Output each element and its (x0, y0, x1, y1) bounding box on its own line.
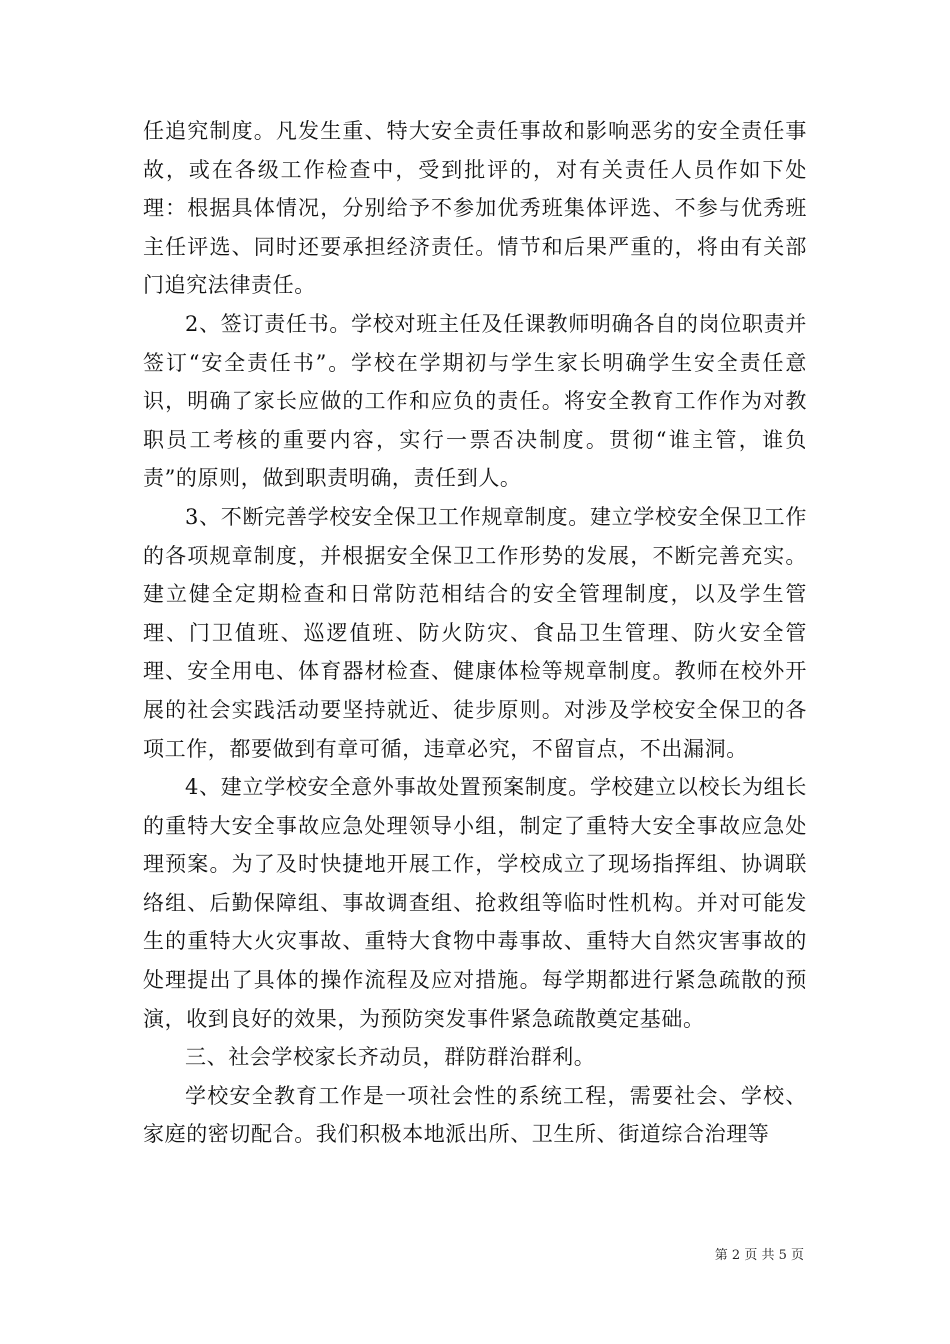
paragraph-security-rules: 3、不断完善学校安全保卫工作规章制度。建立学校安全保卫工作的各项规章制度，并根据安全保卫工作形势的发展，不断完善充实。建立健全定期检查和日常防范相结合的安全管理制度，以及学生管理、门卫值班、巡逻值班、防火防灾、食品卫生管理、防火安全管理、安全用电、体育器材检查、健康体检等规章制度。教师在校外开展的社会实践活动要坚持就近、徒步原则。对涉及学校安全保卫的各项工作，都要做到有章可循，违章必究，不留盲点，不出漏洞。 (143, 504, 807, 761)
paragraph-responsibility-letter: 2、签订责任书。学校对班主任及任课教师明确各自的岗位职责并签订“安全责任书”。学校在学期初与学生家长明确学生安全责任意识，明确了家长应做的工作和应负的责任。将安全教育工作作为对教职员工考核的重要内容，实行一票否决制度。贯彻“谁主管，谁负责”的原则，做到职责明确，责任到人。 (143, 311, 807, 491)
page-number-footer: 第 2 页 共 5 页 (714, 1248, 804, 1263)
paragraph-emergency-plan: 4、建立学校安全意外事故处置预案制度。学校建立以校长为组长的重特大安全事故应急处理领导小组，制定了重特大安全事故应急处理预案。为了及时快捷地开展工作，学校成立了现场指挥组、协调联络组、后勤保障组、事故调查组、抢救组等临时性机构。并对可能发生的重特大火灾事故、重特大食物中毒事故、重特大自然灾害事故的处理提出了具体的操作流程及应对措施。每学期都进行紧急疏散的预演，收到良好的效果，为预防突发事件紧急疏散奠定基础。 (143, 775, 807, 1031)
section-heading-community-mobilization: 三、社会学校家长齐动员，群防群治群利。 (185, 1045, 596, 1070)
document-body (143, 112, 807, 1154)
paragraph-continued-liability: 任追究制度。凡发生重、特大安全责任事故和影响恶劣的安全责任事故，或在各级工作检查中，受到批评的，对有关责任人员作如下处理：根据具体情况，分别给予不参加优秀班集体评选、不参与优秀班主任评选、同时还要承担经济责任。情节和后果严重的，将由有关部门追究法律责任。 (143, 119, 807, 298)
paragraph-social-system-engineering: 学校安全教育工作是一项社会性的系统工程，需要社会、学校、家庭的密切配合。我们积极本地派出所、卫生所、街道综合治理等 (143, 1083, 807, 1147)
